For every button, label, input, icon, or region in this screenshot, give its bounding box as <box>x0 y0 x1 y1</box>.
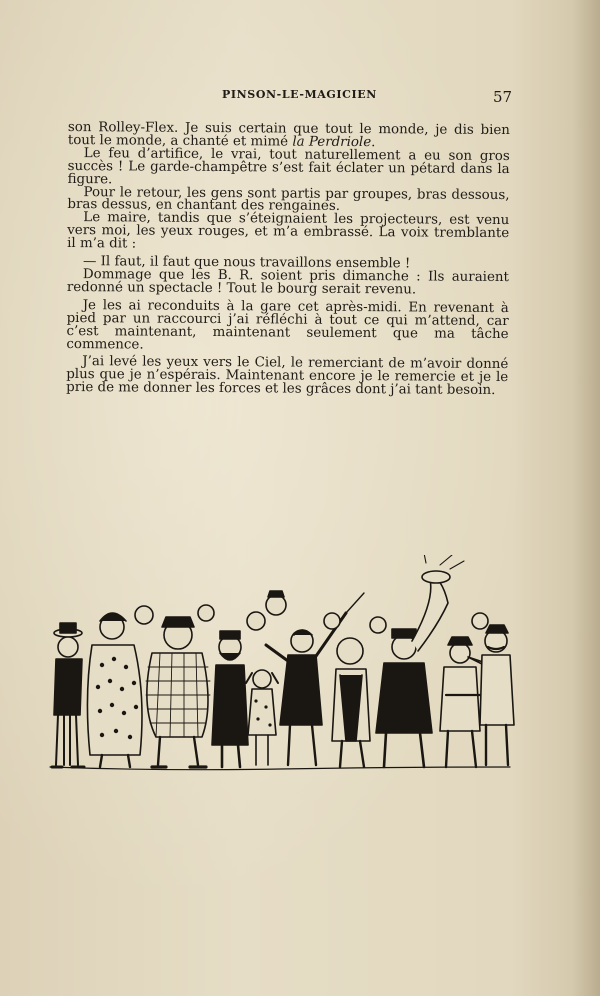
paragraph: Pour le retour, les gens sont partis par groupes, bras dessous, bras dessus, en chantant des rengaines. <box>67 184 510 215</box>
page-fold-shadow <box>572 0 600 996</box>
body-text <box>66 122 510 398</box>
page-number: 57 <box>493 88 513 106</box>
paragraph: Dommage que les B. R. soient pris dimanche : Ils auraient redonné un spectacle ! Tout le bourg serait revenu. <box>66 267 509 298</box>
crowd-illustration <box>40 555 520 785</box>
paragraph: J’ai levé les yeux vers le Ciel, le remerciant de m’avoir donné plus que je n’espérais. Maintenant encore je le remercie et je le prie de me donner les forces et les grâces dont j’ai tant besoin. <box>66 354 509 399</box>
paragraph: son Rolley-Flex. Je suis certain que tout le monde, je dis bien tout le monde, a chanté et mimé la Perdriole. <box>67 120 511 151</box>
running-title: PINSON-LE-MAGICIEN <box>222 88 377 101</box>
paragraph: Le maire, tandis que s’éteignaient les projecteurs, est venu vers moi, les yeux rouges, et m’a embrassé. La voix tremblante il m’a dit : <box>67 210 510 252</box>
paragraph-dialogue: — Il faut, il faut que nous travaillons ensemble ! <box>82 254 411 272</box>
paragraph: Je les ai reconduits à la gare cet après-midi. En revenant à pied par un raccourci j’ai réfléchi à tout ce qui m’attend, car c’est maintenant, maintenant seulement que ma tâche commence. <box>66 297 509 353</box>
paragraph: Le feu d’artifice, le vrai, tout naturellement a eu son gros succès ! Le garde-champêtre s’est fait éclater un pétard dans la figure. <box>67 145 510 187</box>
